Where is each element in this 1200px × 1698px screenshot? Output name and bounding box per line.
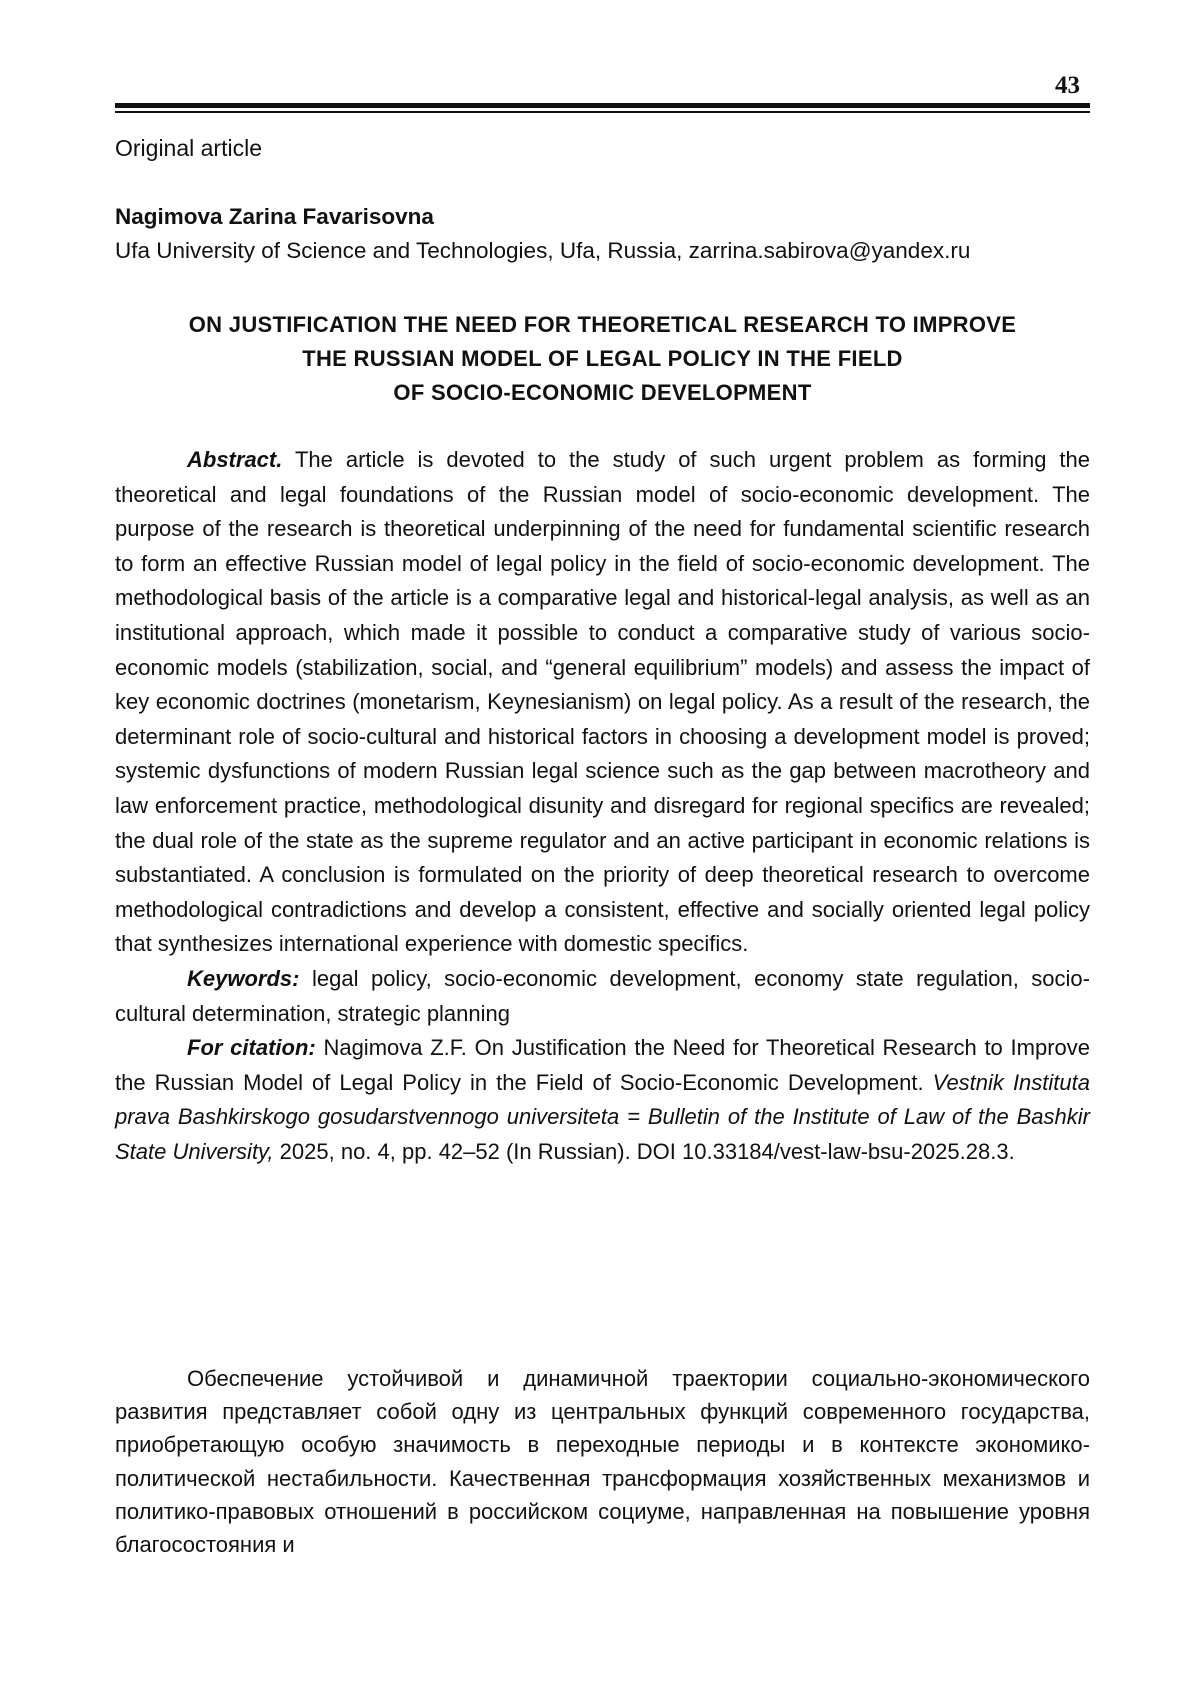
- keywords-text: legal policy, socio-economic development, economy state regulation, socio-cultural determination, strategic planning: [115, 965, 1090, 1026]
- header-rule-thick: [115, 103, 1090, 108]
- author-affiliation: Ufa University of Science and Technologies, Ufa, Russia, zarrina.sabirova@yandex.ru: [115, 238, 971, 263]
- page-header: [115, 70, 1090, 114]
- body-paragraph: Обеспечение устойчивой и динамичной траектории социально-экономического развития представляет собой одну из центральных функций современного государства, приобретающую особую значимость в переходные периоды и в контексте экономико-политической нестабильности. Качественная трансформация хозяйственных механизмов и политико-правовых отношений в российском социуме, направленная на повышение уровня благосостояния и: [115, 1366, 1090, 1558]
- header-rule-thin: [115, 111, 1090, 113]
- citation-label: For citation:: [187, 1035, 316, 1061]
- title-line-2: THE RUSSIAN MODEL OF LEGAL POLICY IN THE FIELD: [302, 346, 903, 371]
- keywords-paragraph: [115, 962, 1090, 1031]
- body-text: [115, 1362, 1090, 1561]
- author-name: Nagimova Zarina Favarisovna: [115, 204, 434, 229]
- citation-paragraph: [115, 1031, 1090, 1169]
- abstract-label: Abstract.: [187, 447, 283, 472]
- abstract-paragraph: [115, 443, 1090, 962]
- article-type: Original article: [115, 135, 262, 161]
- title-line-3: OF SOCIO-ECONOMIC DEVELOPMENT: [393, 380, 812, 405]
- keywords-label: Keywords:: [187, 965, 300, 991]
- page-number: 43: [1055, 72, 1080, 99]
- abstract-section: [115, 443, 1090, 1169]
- citation-text: Nagimova Z.F. On Justification the Need for Theoretical Research to Improve the Russian Model of Legal Policy in the Field of Socio-Economic Development.: [115, 1035, 1090, 1095]
- title-line-1: ON JUSTIFICATION THE NEED FOR THEORETICAL RESEARCH TO IMPROVE: [188, 312, 1017, 337]
- citation-journal: Vestnik Instituta prava Bashkirskogo gosudarstvennogo universiteta = Bulletin of the Institute of Law of the Bashkir State University,: [115, 1069, 1090, 1164]
- citation-details: 2025, no. 4, pp. 42–52 (In Russian). DOI 10.33184/vest-law-bsu-2025.28.3.: [279, 1138, 1015, 1164]
- article-title: [115, 308, 1090, 410]
- abstract-text: The article is devoted to the study of such urgent problem as forming the theoretical and legal foundations of the Russian model of socio-economic development. The purpose of the research is theoretical underpinning of the need for fundamental scientific research to form an effective Russian model of legal policy in the field of socio-economic development. The methodological basis of the article is a comparative legal and historical-legal analysis, as well as an institutional approach, which made it possible to conduct a comparative study of various socio-economic models (stabilization, social, and “general equilibrium” models) and assess the impact of key economic doctrines (monetarism, Keynesianism) on legal policy. As a result of the research, the determinant role of socio-cultural and historical factors in choosing a development model is proved; systemic dysfunctions of modern Russian legal science such as the gap between macrotheory and law enforcement practice, methodological disunity and disregard for regional specifics are revealed; the dual role of the state as the supreme regulator and an active participant in economic relations is substantiated. A conclusion is formulated on the priority of deep theoretical research to overcome methodological contradictions and develop a consistent, effective and socially oriented legal policy that synthesizes international experience with domestic specifics.: [115, 447, 1091, 957]
